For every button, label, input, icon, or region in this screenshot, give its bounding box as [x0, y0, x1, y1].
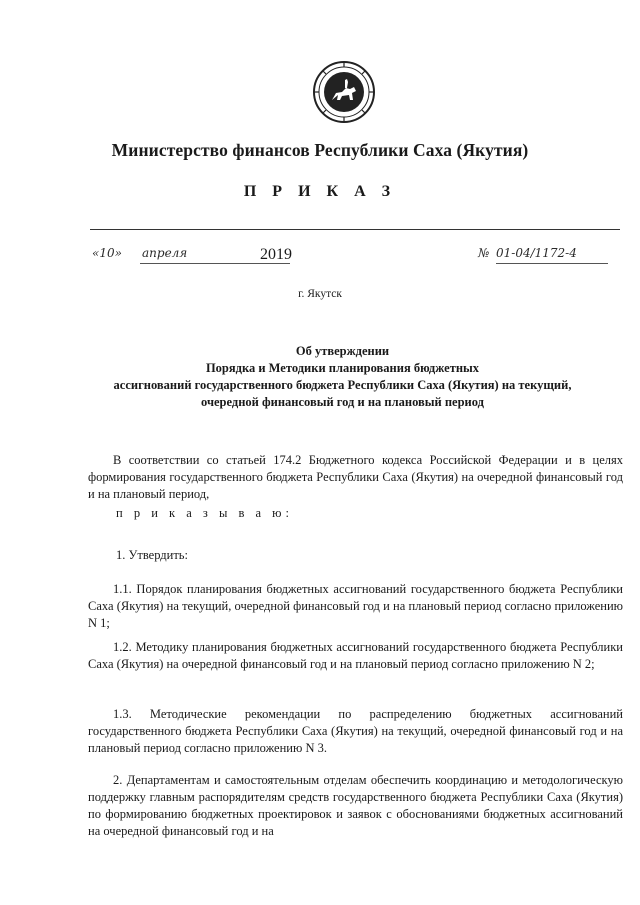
order-title-line-1: Об утверждении	[295, 344, 390, 358]
coat-of-arms-emblem	[312, 60, 376, 124]
item-1: 1. Утвердить:	[116, 548, 188, 562]
order-date	[92, 246, 292, 266]
order-word: п р и к а з ы в а ю:	[116, 506, 293, 520]
item-1-3: 1.3. Методические рекомендации по распределению бюджетных ассигнований государственного бюджета Республики Саха (Якутия) на текущий, очередной финансовый год и на плановый период согласно приложению N 3.	[88, 707, 623, 755]
city-label: г. Якутск	[298, 288, 342, 300]
header-divider	[90, 229, 620, 230]
preamble-paragraph: В соответствии со статьей 174.2 Бюджетного кодекса Российской Федерации и в целях формирования государственного бюджета Республики Саха (Якутия) на очередной финансовый год и на плановый период,	[88, 453, 623, 501]
number-underline	[496, 263, 608, 264]
item-1-2: 1.2. Методику планирования бюджетных ассигнований государственного бюджета Республики Саха (Якутия) на очередной финансовый год и на плановый период согласно приложению N 2;	[88, 640, 623, 671]
order-date-year: 2019	[260, 246, 292, 263]
order-title-line-4: очередной финансовый год и на плановый период	[201, 395, 484, 409]
order-date-month: апреля	[142, 246, 188, 260]
item-2: 2. Департаментам и самостоятельным отделам обеспечить координацию и методологическую поддержку главным распорядителям средств государственного бюджета Республики Саха (Якутия) по формированию бюджетных проектировок и заявок с обоснованиями бюджетных ассигнований на очередной финансовый год и на	[88, 773, 623, 838]
order-number	[478, 246, 618, 266]
order-title	[60, 343, 625, 411]
organization-title: Министерство финансов Республики Саха (Якутия)	[111, 140, 529, 160]
item-1-1: 1.1. Порядок планирования бюджетных ассигнований государственного бюджета Республики Саха (Якутия) на текущий, очередной финансовый год и на плановый период согласно приложению N 1;	[88, 582, 623, 630]
document-type-heading: П Р И К А З	[243, 183, 397, 200]
order-title-line-2: Порядка и Методики планирования бюджетных	[205, 361, 480, 375]
order-number-label: №	[478, 246, 490, 260]
order-number-value: 01-04/1172-4	[496, 246, 577, 260]
order-title-line-3: ассигнований государственного бюджета Республики Саха (Якутия) на текущий,	[113, 378, 572, 392]
order-date-day: «10»	[92, 246, 122, 260]
